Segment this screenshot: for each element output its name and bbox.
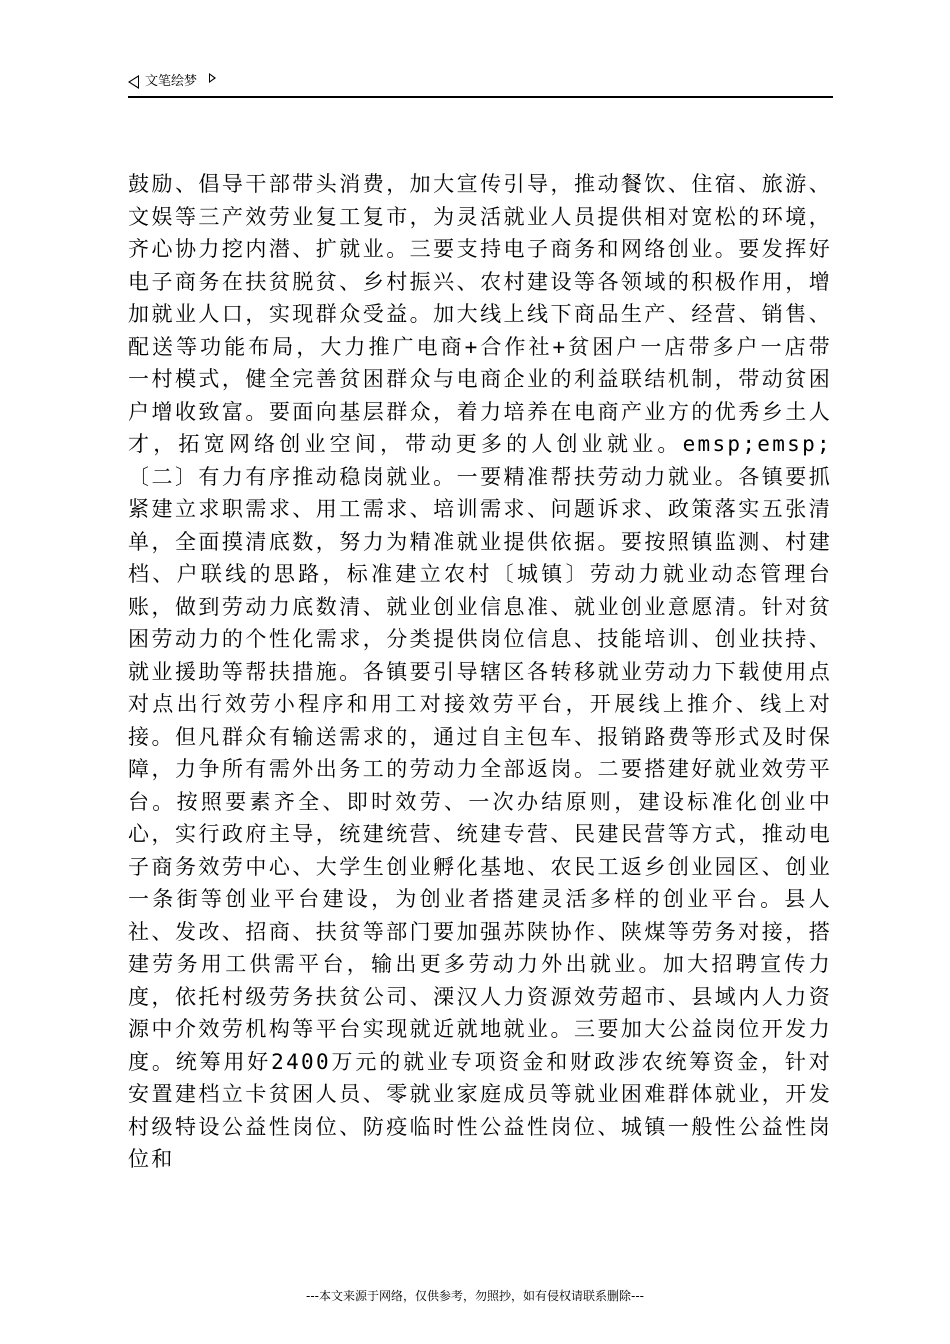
- page-header: [128, 72, 833, 98]
- right-triangle-icon: [209, 73, 216, 83]
- header-title: 文笔绘梦: [145, 74, 198, 89]
- body-paragraph: 鼓励、倡导干部带头消费，加大宣传引导，推动餐饮、住宿、旅游、文娱等三产效劳业复工复市，为灵活就业人员提供相对宽松的环境，齐心协力挖内潜、扩就业。三要支持电子商务和网络创业。要发挥好电子商务在扶贫脱贫、乡村振兴、农村建设等各领域的积极作用，增加就业人口，实现群众受益。加大线上线下商品生产、经营、销售、配送等功能布局，大力推广电商+合作社+贫困户一店带多户一店带一村模式，健全完善贫困群众与电商企业的利益联结机制，带动贫困户增收致富。要面向基层群众，着力培养在电商产业方的优秀乡土人才，拓宽网络创业空间，带动更多的人创业就业。emsp;emsp;〔二〕有力有序推动稳岗就业。一要精准帮扶劳动力就业。各镇要抓紧建立求职需求、用工需求、培训需求、问题诉求、政策落实五张清单，全面摸清底数，努力为精准就业提供依据。要按照镇监测、村建档、户联线的思路，标准建立农村〔城镇〕劳动力就业动态管理台账，做到劳动力底数清、就业创业信息准、就业创业意愿清。针对贫困劳动力的个性化需求，分类提供岗位信息、技能培训、创业扶持、就业援助等帮扶措施。各镇要引导辖区各转移就业劳动力下载使用点对点出行效劳小程序和用工对接效劳平台，开展线上推介、线上对接。但凡群众有输送需求的，通过自主包车、报销路费等形式及时保障，力争所有需外出务工的劳动力全部返岗。二要搭建好就业效劳平台。按照要素齐全、即时效劳、一次办结原则，建设标准化创业中心，实行政府主导，统建统营、统建专营、民建民营等方式，推动电子商务效劳中心、大学生创业孵化基地、农民工返乡创业园区、创业一条街等创业平台建设，为创业者搭建灵活多样的创业平台。县人社、发改、招商、扶贫等部门要加强苏陕协作、陕煤等劳务对接，搭建劳务用工供需平台，输出更多劳动力外出就业。加大招聘宣传力度，依托村级劳务扶贫公司、溧汉人力资源效劳超市、县域内人力资源中介效劳机构等平台实现就近就地就业。三要加大公益岗位开发力度。统筹用好2400万元的就业专项资金和财政涉农统筹资金，针对安置建档立卡贫困人员、零就业家庭成员等就业困难群体就业，开发村级特设公益性岗位、防疫临时性公益性岗位、城镇一般性公益性岗位和: [128, 172, 832, 1171]
- footer-disclaimer: ---本文来源于网络，仅供参考，勿照抄，如有侵权请联系删除---: [306, 1289, 644, 1303]
- header-brand: [128, 74, 216, 90]
- left-triangle-icon: [128, 75, 139, 89]
